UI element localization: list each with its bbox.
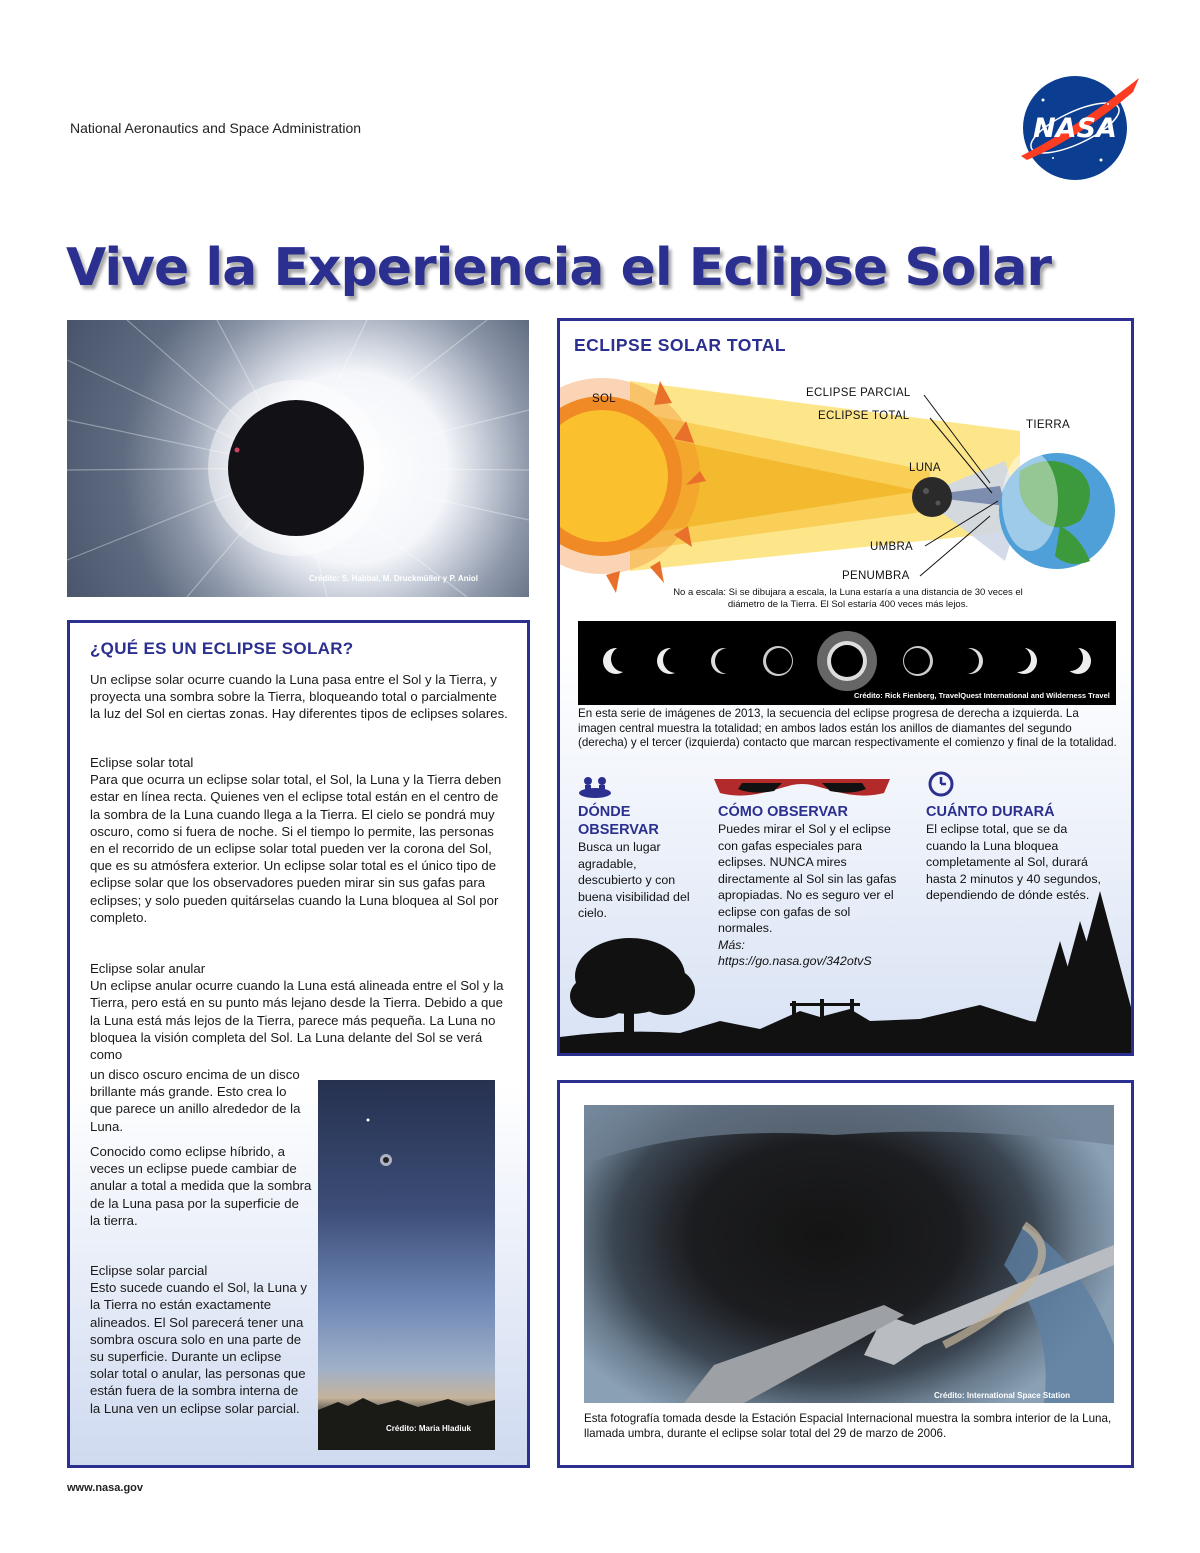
- scale-note: No a escala: Si se dibujara a escala, la Luna estaría a una distancia de 30 veces el diámetro de la Tierra. El Sol estaría 400 veces más lejos.: [673, 587, 1023, 610]
- annular-eclipse-text: Un eclipse anular ocurre cuando la Luna está alineada entre el Sol y la Tierra, pero está en su punto más lejano desde la Tierra. Debido a que la Luna está más lejos de la Tierra, parece más pequeña. La Luna no bloquea la visión completa del Sol. La Luna delante del Sol se verá como: [90, 978, 504, 1063]
- landscape-silhouette: [560, 881, 1134, 1056]
- moon-graphic: [912, 477, 952, 517]
- label-moon: LUNA: [909, 462, 941, 474]
- more-info-link[interactable]: Más: https://go.nasa.gov/342otvS: [718, 937, 872, 968]
- annular-eclipse-photo: [318, 1080, 495, 1450]
- label-umbra: UMBRA: [870, 541, 914, 553]
- sequence-credit: Crédito: Rick Fienberg, TravelQuest International and Wilderness Travel: [854, 691, 1110, 700]
- eclipse-sequence-photo: [578, 621, 1116, 705]
- corona-photo: [67, 320, 529, 597]
- annular-eclipse-text-cont: un disco oscuro encima de un disco brillante más grande. Esto crea lo que parece un anillo alrededor de la Luna.: [90, 1067, 301, 1134]
- earth-graphic: [999, 451, 1115, 569]
- where-title: DÓNDE OBSERVAR: [578, 804, 659, 838]
- iss-photo: [584, 1105, 1114, 1403]
- nasa-logo-text: NASA: [1033, 113, 1117, 144]
- intro-text: Un eclipse solar ocurre cuando la Luna pasa entre el Sol y la Tierra, y proyecta una sombra sobre la Tierra, bloqueando total o parcialmente la luz del Sol en ciertas zonas. Hay diferentes tipos de eclipses solares.: [90, 672, 508, 722]
- clock-icon: [928, 771, 954, 797]
- iss-photo-box: [557, 1080, 1134, 1468]
- annular-eclipse-heading: Eclipse solar anular: [90, 961, 206, 976]
- total-eclipse-heading: Eclipse solar total: [90, 755, 194, 770]
- how-title: CÓMO OBSERVAR: [718, 804, 848, 820]
- where-text: Busca un lugar agradable, descubierto y con buena visibilidad del cielo.: [578, 840, 690, 920]
- label-total-eclipse: ECLIPSE TOTAL: [818, 410, 910, 422]
- people-icon: [578, 771, 612, 799]
- diagram-title: ECLIPSE SOLAR TOTAL: [574, 335, 787, 355]
- night-photo-credit: Crédito: Maria Hladiuk: [386, 1424, 471, 1433]
- label-earth: TIERRA: [1026, 419, 1070, 431]
- partial-eclipse-text: Esto sucede cuando el Sol, la Luna y la Tierra no están exactamente alineados. El Sol parecerá tener una sombra oscura solo en una parte de su superficie. Durante un eclipse solar total o anular, las personas que están fuera de la sombra interna de la Luna ven un eclipse solar parcial.: [90, 1280, 308, 1416]
- sequence-frames: [603, 631, 1091, 691]
- moon-disc: [228, 400, 364, 536]
- eclipse-glasses-icon: [712, 773, 892, 803]
- partial-eclipse-heading: Eclipse solar parcial: [90, 1263, 208, 1278]
- page-title: Vive la Experiencia el Eclipse Solar: [66, 238, 1052, 298]
- what-is-eclipse-heading: ¿QUÉ ES UN ECLIPSE SOLAR?: [90, 639, 354, 658]
- iss-photo-credit: Crédito: International Space Station: [934, 1391, 1071, 1400]
- sequence-caption: En esta serie de imágenes de 2013, la secuencia del eclipse progresa de derecha a izquierda. La imagen central muestra la totalidad; en ambos lados están los anillos de diamantes del segundo (derecha) y el tercer (izquierda) contacto que marcan respectivamente el comienzo y final de la totalidad.: [578, 707, 1117, 749]
- label-penumbra: PENUMBRA: [842, 570, 910, 582]
- annular-eclipse-section: [90, 960, 510, 1063]
- duration-text: El eclipse total, que se da cuando la Luna bloquea completamente al Sol, durará hasta 2 minutos y 40 segundos, dependiendo de dónde estés.: [926, 822, 1101, 902]
- iss-caption: Esta fotografía tomada desde la Estación Espacial Internacional muestra la sombra interior de la Luna, llamada umbra, durante el eclipse solar total del 29 de marzo de 2006.: [584, 1412, 1112, 1440]
- how-text: Puedes mirar el Sol y el eclipse con gafas especiales para eclipses. NUNCA mires directamente al Sol sin las gafas apropiadas. No es seguro ver el eclipse con gafas de sol normales.: [718, 822, 897, 935]
- agency-name: National Aeronautics and Space Administration: [70, 120, 362, 136]
- label-sun: SOL: [592, 393, 616, 405]
- footer-url[interactable]: www.nasa.gov: [67, 1482, 144, 1494]
- partial-eclipse-section: [90, 1262, 312, 1417]
- total-eclipse-section: [90, 754, 510, 926]
- total-eclipse-text: Para que ocurra un eclipse solar total, el Sol, la Luna y la Tierra deben estar en línea recta. Quienes ven el eclipse total están en el centro de la sombra de la Luna cuando llega a la Tierra. El cielo se pondrá muy oscuro, como si fuera de noche. Si el tiempo lo permite, las personas en el recorrido de un eclipse solar total pueden ver la corona del Sol, que es su atmósfera exterior. Un eclipse solar total es el único tipo de eclipse solar que los observadores pueden mirar sin sus gafas para eclipses; y solo pueden quitárselas cuando la Luna bloquea al Sol por completo.: [90, 772, 502, 925]
- label-partial-eclipse: ECLIPSE PARCIAL: [806, 387, 911, 399]
- duration-title: CUÁNTO DURARÁ: [926, 804, 1055, 820]
- nasa-logo: [1013, 70, 1143, 180]
- total-eclipse-diagram-box: [557, 318, 1134, 1056]
- hybrid-eclipse-text: Conocido como eclipse híbrido, a veces un eclipse puede cambiar de anular a total a medida que la sombra de la Luna pasa por la superficie de la tierra.: [90, 1144, 312, 1228]
- corona-credit: Crédito: S. Habbal, M. Druckmüller y P. Aniol: [309, 574, 478, 583]
